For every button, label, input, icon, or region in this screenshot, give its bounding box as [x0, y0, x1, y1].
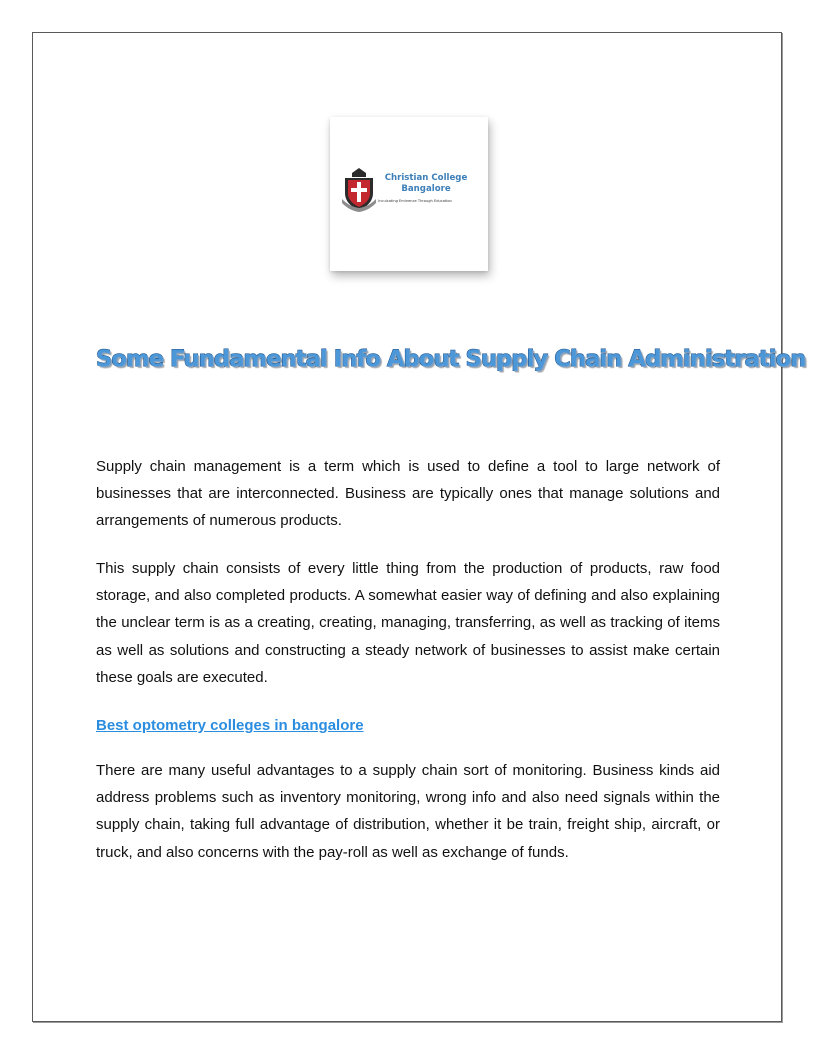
college-crest-icon	[342, 167, 376, 213]
page-title: Some Fundamental Info About Supply Chain Administration	[96, 346, 806, 372]
college-tagline: Inculcating Eminence Through Education	[378, 199, 452, 203]
college-name: Christian College Bangalore	[384, 173, 468, 194]
paragraph-intro: Supply chain management is a term which is used to define a tool to large network of businesses that are interconnected. Business are typically ones that manage solutions and arrangements of numerous products.	[96, 458, 720, 530]
college-logo-card	[330, 117, 488, 271]
paragraph-definition: This supply chain consists of every little thing from the production of products, raw food storage, and also completed products. A somewhat easier way of defining and also explaining the unclear term is as a creating, creating, managing, transferring, as well as tracking of items as well as solutions and constructing a steady network of businesses to assist make certain these goals are executed.	[96, 560, 720, 686]
optometry-colleges-link[interactable]: Best optometry colleges in bangalore	[96, 717, 364, 734]
paragraph-advantages: There are many useful advantages to a supply chain sort of monitoring. Business kinds aid address problems such as inventory monitoring, wrong info and also need signals within the supply chain, taking full advantage of distribution, whether it be train, freight ship, aircraft, or truck, and also concerns with the pay-roll as well as exchange of funds.	[96, 762, 720, 861]
